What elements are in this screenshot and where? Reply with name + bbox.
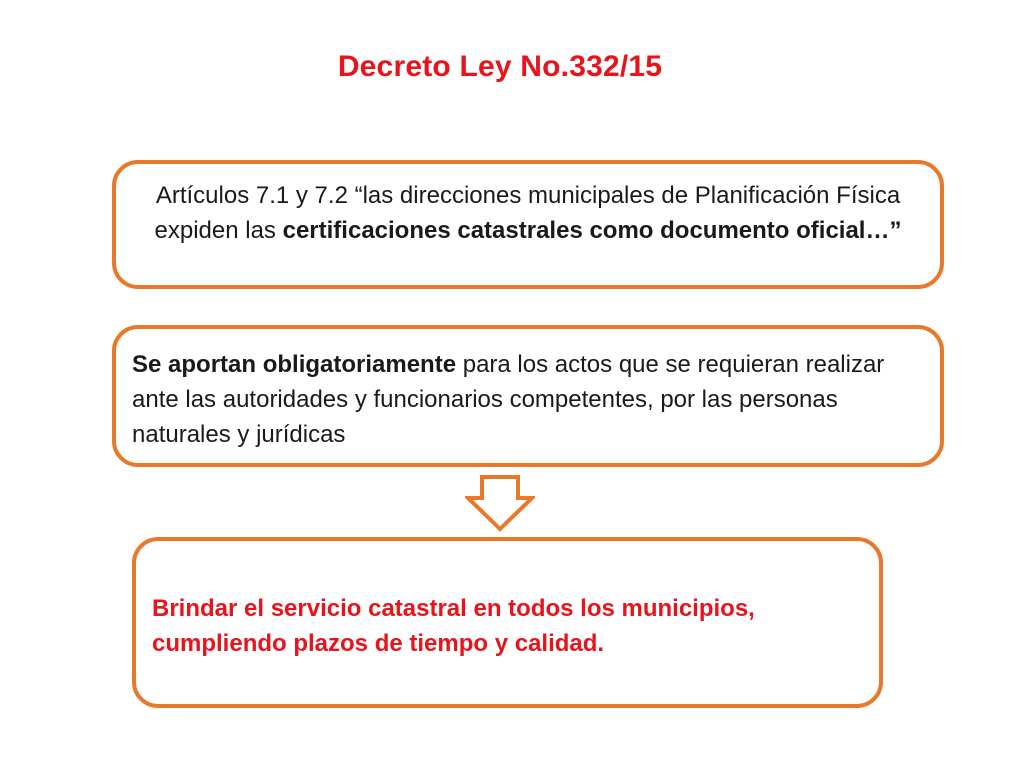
goal-text: Brindar el servicio catastral en todos los municipios, cumpliendo plazos de tiempo y calidad. [152,595,755,657]
articles-bold-text: certificaciones catastrales como documento oficial…” [282,217,902,244]
articles-box [112,160,944,289]
articles-text: Artículos 7.1 y 7.2 “las direcciones municipales de Planificación Física expiden las [154,182,901,244]
down-arrow-outline-icon [465,474,535,532]
obligation-bold-text: Se aportan obligatoriamente [132,351,457,378]
goal-box [132,537,883,708]
obligation-text: para los actos que se requieran realizar ante las autoridades y funcionarios competentes, por las personas naturales y jurídicas [132,351,885,448]
obligation-box [112,325,944,467]
page-title: Decreto Ley No.332/15 [337,50,663,83]
